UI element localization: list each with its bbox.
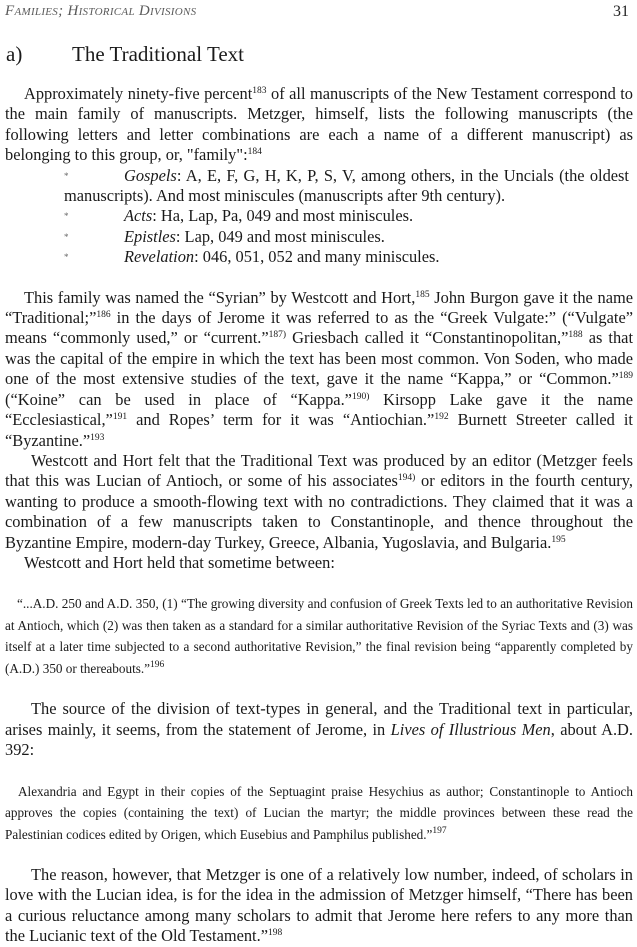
list-item [64,247,629,267]
footnote-ref[interactable]: 184 [247,147,262,158]
manuscript-list [64,166,629,268]
bullet-icon: * [64,170,69,181]
text-run: Approximately ninety-five percent [24,84,253,103]
text-run: Griesbach called it “Constantinopolitan,” [286,328,569,348]
footnote-ref[interactable]: 195 [551,534,566,545]
section-heading [6,42,244,67]
text-run: Burnett Streeter called it “Byzantine.” [5,410,633,450]
spacer [5,679,633,699]
footnote-ref[interactable]: 192 [434,412,449,423]
footnote-ref[interactable]: 187) [268,330,287,341]
text-run: The reason, however, that Metzger is one of a relatively low number, indeed, of scholars in love with the Lucian idea, is for the idea in the admission of Metzger himself, “There has been a curious reluctance among many scholars to admit that Jerome here refers to any more than the Lucianic text of the Old Testament.” [5,865,633,946]
text-run: (“Koine” can be used in place of “Kappa.” [5,389,352,409]
text-run: This family was named the “Syrian” by Westcott and Hort, [24,287,416,307]
footnote-ref[interactable]: 194) [397,473,416,484]
page-number: 31 [613,3,629,20]
footnote-ref[interactable]: 196 [150,659,165,670]
text-run: Kirsopp Lake gave it the name “Ecclesiastical,” [5,389,633,430]
paragraph-westcott-hort [5,451,633,553]
text-run: of all manuscripts of the New Testament correspond to the main family of manuscripts. Metzger, himself, lists the following manuscripts (the following letters and letter combinations are each a name of a different manuscript) as belonging to this group, or, "family": [5,84,633,165]
list-item-label: Revelation [124,247,195,267]
footnote-ref[interactable]: 193 [90,432,105,443]
quote-text: “...A.D. 250 and A.D. 350, (1) “The growing diversity and confusion of Greek Texts led to an authoritative Revision at Antioch, which (2) was then taken as a standard for a similar authoritative Revision of the Syriac Texts and (3) was itself at a later time subjected to a second authoritative Revision,” the final revision being “apparently completed by (A.D.) 350 or thereabouts.” [5,596,633,676]
bullet-icon: * [64,252,69,263]
body-text [5,84,633,947]
running-title: Families; Historical Divisions [5,3,197,19]
footnote-ref[interactable]: 186 [96,310,111,321]
paragraph-metzger [5,865,633,947]
text-run: John Burgon gave it the name “Traditional;” [5,287,633,328]
footnote-ref[interactable]: 197 [432,825,447,836]
block-quote-jerome [5,781,633,846]
footnote-ref[interactable]: 191 [112,412,128,423]
footnote-ref[interactable]: 189 [618,371,633,382]
spacer [5,761,633,781]
book-title: Lives of Illustrious Men [390,719,551,739]
bullet-icon: * [64,231,69,242]
text-run: or editors in the fourth century, wanting to produce a smooth-flowing text with no contradictions. They claimed that it was a combination of a few manuscripts taken to Constantinople, and thence throughout the Byzantine Empire, modern-day Turkey, Greece, Albania, Yugoslavia, and Bulgaria. [5,471,633,552]
block-quote-revision [5,593,633,679]
running-header [5,3,629,20]
bullet-icon: * [64,211,69,222]
list-item-text: : Lap, 049 and most miniscules. [175,226,385,246]
spacer [5,573,633,593]
list-item-text: : Ha, Lap, Pa, 049 and most miniscules. [152,206,414,226]
section-title: The Traditional Text [72,42,244,66]
section-label: a) [6,42,23,66]
text-run: , about A.D. 392: [5,719,633,760]
list-item [64,166,629,207]
paragraph-jerome [5,699,633,760]
text-run: The source of the division of text-types in general, and the Traditional text in particular, arises mainly, it seems, from the statement of Jerome, in [5,699,633,739]
paragraph-names [5,288,633,451]
list-item-text: : A, E, F, G, H, K, P, S, V, among others, in the Uncials (the oldest manuscripts). And most miniscules (manuscripts after 9th century). [64,165,629,206]
list-item-label: Gospels [124,165,177,185]
footnote-ref[interactable]: 185 [415,289,430,300]
spacer [5,845,633,865]
list-item-label: Acts [124,206,153,226]
footnote-ref[interactable]: 198 [268,928,283,939]
text-run: as that was the capital of the empire in which the text has been most common. Von Soden, who made one of the most extensive studies of the text, gave it the name “Kappa,” or “Common.” [5,328,633,389]
quote-text: Alexandria and Egypt in their copies of the Septuagint praise Hesychius as author; Constantinople to Antioch approves the copies (containing the text) of Lucian the martyr; the middle provinces between these read the Palestinian codices edited by Origen, which Eusebius and Pamphilus published.” [5,783,633,842]
text-run: in the days of Jerome it was referred to as the “Greek Vulgate:” (“Vulgate” means “commonly used,” or “current.” [5,308,633,348]
footnote-ref[interactable]: 183 [252,86,267,96]
list-item [64,227,629,247]
text-run: and Ropes’ term for it was “Antiochian.” [127,410,435,430]
list-item [64,206,629,226]
footnote-ref[interactable]: 190) [351,391,370,402]
text-run: Westcott and Hort held that sometime between: [24,552,335,572]
text-run: Westcott and Hort felt that the Traditional Text was produced by an editor (Metzger feels that this was Lucian of Antioch, or some of his associates [5,450,633,491]
spacer [5,268,633,288]
paragraph-lead-in [5,553,633,573]
list-item-label: Epistles [124,226,176,246]
footnote-ref[interactable]: 188 [568,330,583,341]
list-item-text: : 046, 051, 052 and many miniscules. [194,247,440,267]
paragraph-intro [5,84,633,166]
